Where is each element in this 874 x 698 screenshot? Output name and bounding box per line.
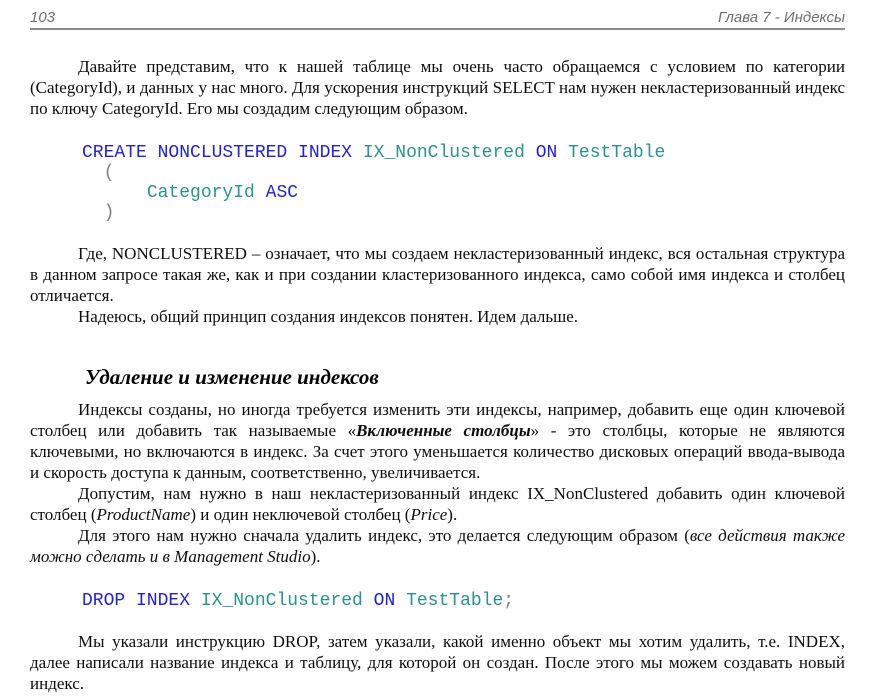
sql-token: CREATE NONCLUSTERED INDEX — [82, 143, 363, 163]
text-run: Где, NONCLUSTERED – означает, что мы создаем некластеризованный индекс, вся остальная структура в данном запросе такая же, как и при создании кластеризованного индекса, само собой имя индекса и столбец отличается. — [30, 244, 845, 305]
paragraph — [30, 56, 845, 119]
sql-token: IX_NonClustered — [200, 591, 374, 611]
text-run: Мы указали инструкцию DROP, затем указали, какой именно объект мы хотим удалить, т.е. INDEX, далее написали название индекса и таблицу, для которой он создан. После этого мы можем создавать новый индекс. — [30, 632, 845, 693]
sql-token: ON — [535, 143, 569, 163]
code-line — [82, 591, 845, 611]
text-run: Надеюсь, общий принцип создания индексов понятен. Идем дальше. — [78, 307, 579, 326]
code-line — [82, 203, 845, 223]
sql-token: CategoryId — [146, 183, 266, 203]
paragraph — [30, 631, 845, 694]
sql-token: TestTable — [568, 143, 666, 163]
code-line — [82, 143, 845, 163]
text-run: Давайте представим, что к нашей таблице мы очень часто обращаемся с условием по категории (CategoryId), и данных у нас много. Для ускорения инструкций SELECT нам нужен некластеризованный индекс по ключу CategoryId. Его мы создадим следующим образом. — [30, 57, 845, 118]
page-header — [30, 0, 845, 30]
text-run: все действия также можно сделать и в Management Studio — [30, 526, 845, 566]
code-line — [82, 183, 845, 203]
text-run: Включенные столбцы — [356, 421, 531, 440]
page-body — [30, 56, 845, 694]
sql-code-block — [30, 591, 845, 611]
sql-token: DROP INDEX — [82, 591, 201, 611]
page-number: 103 — [30, 9, 56, 26]
paragraph — [30, 243, 845, 306]
paragraph — [30, 483, 845, 525]
paragraph — [30, 525, 845, 567]
sql-token: ) — [82, 203, 115, 223]
text-run: Допустим, нам нужно в наш некластеризованный индекс IX_NonClustered добавить один ключевой столбец ( — [30, 484, 845, 524]
paragraph — [30, 306, 845, 327]
paragraph — [30, 399, 845, 483]
chapter-title: Глава 7 - Индексы — [717, 9, 845, 26]
sql-token: ASC — [265, 183, 299, 203]
text-run: Для этого нам нужно сначала удалить индекс, это делается следующим образом ( — [78, 526, 690, 545]
text-run: Price — [410, 505, 448, 524]
text-run: ) и один неключевой столбец ( — [190, 505, 411, 524]
text-run: ). — [310, 547, 321, 566]
text-run: ). — [447, 505, 458, 524]
sql-token: ; — [503, 591, 515, 611]
text-run: » - это столбцы, которые не являются ключевыми, но включаются в индекс. За счет этого уменьшается количество дисковых операций ввода-вывода и скорость доступа к данным, соответственно, увеличивается. — [30, 421, 845, 482]
text-run: ProductName — [96, 505, 191, 524]
code-line — [82, 163, 845, 183]
sql-token: IX_NonClustered — [362, 143, 536, 163]
sql-token: ON — [373, 591, 407, 611]
text-run: Индексы созданы, но иногда требуется изменить эти индексы, например, добавить еще один ключевой столбец или добавить так называемые « — [30, 400, 845, 440]
sql-token: ( — [82, 163, 115, 183]
sql-token: TestTable — [406, 591, 504, 611]
section-heading: Удаление и изменение индексов — [85, 365, 379, 389]
sql-code-block — [30, 143, 845, 223]
sql-token — [82, 183, 147, 203]
